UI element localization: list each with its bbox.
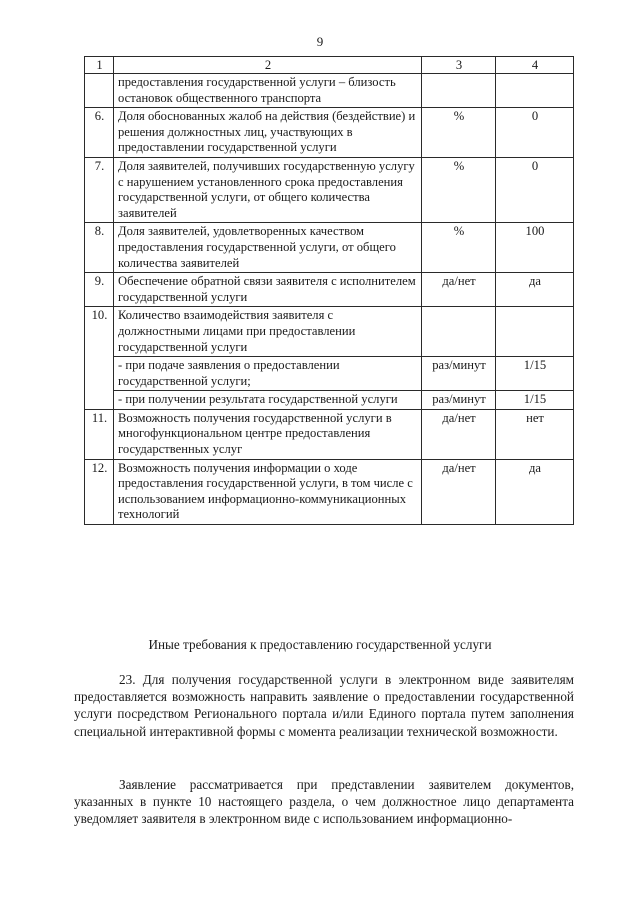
table-row [85, 273, 574, 307]
value-cell: да [496, 273, 574, 307]
value-cell: 0 [496, 157, 574, 222]
unit-cell: раз/минут [422, 391, 496, 410]
requirements-table [84, 56, 574, 525]
table-row [85, 74, 574, 108]
table-row [85, 108, 574, 158]
indicator-text: Возможность получения государственной услуги в многофункциональном центре предоставления государственных услуг [114, 409, 422, 459]
unit-cell: % [422, 157, 496, 222]
indicator-text: Доля заявителей, получивших государственную услугу с нарушением установленного срока предоставления государственной услуги, от общего количества заявителей [114, 157, 422, 222]
row-number: 9. [85, 273, 114, 307]
row-number: 11. [85, 409, 114, 459]
unit-cell: % [422, 108, 496, 158]
column-header: 3 [422, 57, 496, 74]
unit-cell: да/нет [422, 459, 496, 524]
indicator-text: - при подаче заявления о предоставлении государственной услуги; [114, 357, 422, 391]
column-header: 4 [496, 57, 574, 74]
unit-cell [422, 74, 496, 108]
unit-cell [422, 307, 496, 357]
unit-cell: да/нет [422, 409, 496, 459]
table-row [85, 307, 574, 357]
row-number: 10. [85, 307, 114, 410]
table-subrow [85, 357, 574, 391]
column-header: 1 [85, 57, 114, 74]
value-cell: да [496, 459, 574, 524]
value-cell: 1/15 [496, 391, 574, 410]
unit-cell: % [422, 223, 496, 273]
value-cell [496, 307, 574, 357]
column-header: 2 [114, 57, 422, 74]
value-cell: 100 [496, 223, 574, 273]
indicator-text: Доля обоснованных жалоб на действия (бездействие) и решения должностных лиц, участвующих в предоставлении государственной услуги [114, 108, 422, 158]
table-row [85, 459, 574, 524]
page-number: 9 [316, 34, 324, 49]
table-header-row [85, 57, 574, 74]
row-number [85, 74, 114, 108]
table-row [85, 409, 574, 459]
indicator-text: - при получении результата государственной услуги [114, 391, 422, 410]
indicator-text: Обеспечение обратной связи заявителя с исполнителем государственной услуги [114, 273, 422, 307]
row-number: 6. [85, 108, 114, 158]
value-cell: 0 [496, 108, 574, 158]
table-row [85, 223, 574, 273]
indicator-text: Возможность получения информации о ходе предоставления государственной услуги, в том числе с использованием информационно-коммуникационных технологий [114, 459, 422, 524]
value-cell: нет [496, 409, 574, 459]
row-number: 8. [85, 223, 114, 273]
row-number: 12. [85, 459, 114, 524]
unit-cell: раз/минут [422, 357, 496, 391]
indicator-text: Количество взаимодействия заявителя с должностными лицами при предоставлении государственной услуги [114, 307, 422, 357]
table-subrow [85, 391, 574, 410]
value-cell [496, 74, 574, 108]
table-row [85, 157, 574, 222]
paragraph: Заявление рассматривается при представлении заявителем документов, указанных в пункте 10 настоящего раздела, о чем должностное лицо департамента уведомляет заявителя в электронном виде с использованием информационно- [74, 777, 574, 827]
row-number: 7. [85, 157, 114, 222]
indicator-text: Доля заявителей, удовлетворенных качеством предоставления государственной услуги, от общего количества заявителей [114, 223, 422, 273]
section-heading: Иные требования к предоставлению государственной услуги [148, 637, 492, 652]
indicator-text: предоставления государственной услуги – близость остановок общественного транспорта [114, 74, 422, 108]
value-cell: 1/15 [496, 357, 574, 391]
unit-cell: да/нет [422, 273, 496, 307]
paragraph: 23. Для получения государственной услуги в электронном виде заявителям предоставляется возможность направить заявление о предоставлении государственной услуги посредством Регионального портала и/или Единого портала путем заполнения специальной интерактивной формы с момента реализации технической возможности. [74, 672, 574, 739]
